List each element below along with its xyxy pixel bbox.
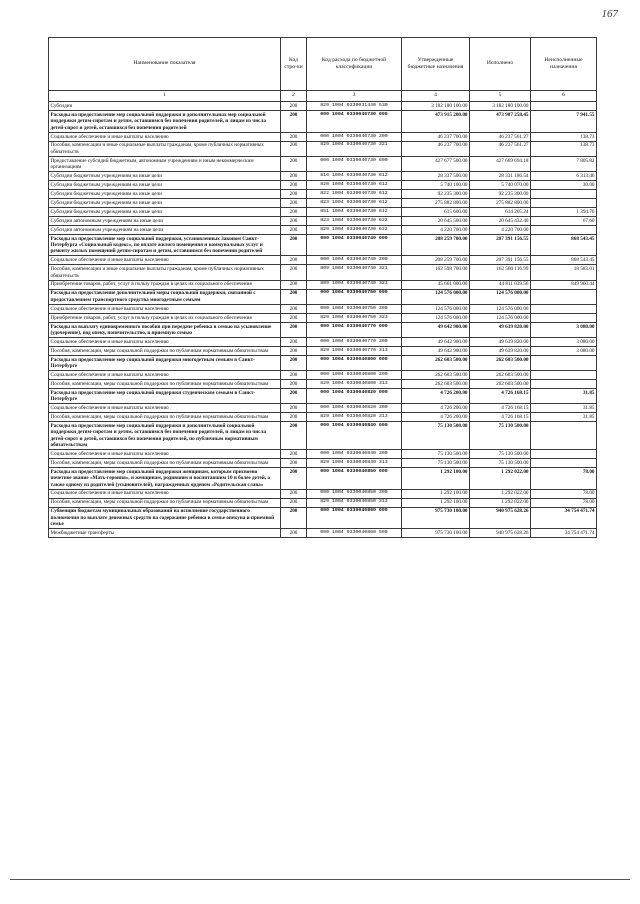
row-unexecuted-amount: 34 754 471.74	[531, 507, 597, 529]
row-expense-code: 000 1004 0330040860 500	[307, 529, 402, 538]
row-expense-code: 816 1004 0330040730 612	[307, 172, 402, 181]
row-line-code: 200	[281, 289, 307, 304]
row-unexecuted-amount: 78.00	[531, 489, 597, 498]
row-line-code: 200	[281, 256, 307, 265]
header-executed: Исполнено	[470, 38, 531, 91]
row-name: Предоставление субсидий бюджетным, автономным учреждениям и иным некоммерческим организациям	[49, 156, 281, 171]
row-executed-amount: 1 292 022.00	[470, 489, 531, 498]
row-expense-code: 829 1004 0330031440 530	[307, 102, 402, 111]
row-approved-amount: 975 730 100.00	[402, 529, 470, 538]
row-executed-amount: 262 603 500.00	[470, 371, 531, 380]
row-line-code: 200	[281, 190, 307, 199]
row-unexecuted-amount: 67.60	[531, 216, 597, 225]
table-row	[49, 172, 597, 181]
table-row	[49, 459, 597, 468]
header-line-code: Код стро-ки	[281, 38, 307, 91]
row-line-code: 200	[281, 313, 307, 322]
table-row	[49, 404, 597, 413]
table-row	[49, 468, 597, 490]
row-name: Субсидии	[49, 102, 281, 111]
row-approved-amount: 262 603 500.00	[402, 371, 470, 380]
table-row	[49, 338, 597, 347]
row-approved-amount: 49 642 900.00	[402, 338, 470, 347]
row-unexecuted-amount	[531, 422, 597, 450]
row-unexecuted-amount: 31.85	[531, 389, 597, 404]
table-row	[49, 256, 597, 265]
table-row	[49, 489, 597, 498]
row-executed-amount: 427 669 694.18	[470, 156, 531, 171]
row-line-code: 200	[281, 450, 307, 459]
table-row	[49, 313, 597, 322]
row-executed-amount: 473 907 258.45	[470, 111, 531, 133]
table-row	[49, 498, 597, 507]
row-executed-amount: 49 639 820.00	[470, 338, 531, 347]
row-executed-amount: 162 580 116.99	[470, 265, 531, 280]
table-row	[49, 389, 597, 404]
row-unexecuted-amount	[531, 225, 597, 234]
row-approved-amount: 1 292 100.00	[402, 468, 470, 490]
row-name: Пособия, компенсации и иные социальные выплаты гражданам, кроме публичных нормативных обязательств	[49, 141, 281, 156]
table-row	[49, 111, 597, 133]
row-unexecuted-amount: 3 080.00	[531, 338, 597, 347]
row-unexecuted-amount: 849 960.44	[531, 280, 597, 289]
row-expense-code: 000 1004 0330040740 000	[307, 234, 402, 256]
row-name: Приобретение товаров, работ, услуг в пользу граждан в целях их социального обеспечения	[49, 280, 281, 289]
row-executed-amount: 75 130 500.00	[470, 459, 531, 468]
row-executed-amount: 124 576 000.00	[470, 313, 531, 322]
budget-execution-table	[48, 37, 597, 538]
row-executed-amount: 92 235 300.00	[470, 190, 531, 199]
row-line-code: 200	[281, 225, 307, 234]
row-approved-amount: 5 740 100.00	[402, 181, 470, 190]
row-line-code: 200	[281, 459, 307, 468]
header-indicator-name: Наименование показателя	[49, 38, 281, 91]
row-line-code: 200	[281, 208, 307, 217]
row-approved-amount: 3 182 180 100.00	[402, 102, 470, 111]
row-expense-code: 000 1004 0330040820 300	[307, 404, 402, 413]
table-row	[49, 265, 597, 280]
row-unexecuted-amount	[531, 304, 597, 313]
table-row	[49, 289, 597, 304]
row-expense-code: 000 1004 0330040770 300	[307, 338, 402, 347]
row-executed-amount: 3 182 180 100.00	[470, 102, 531, 111]
table-row	[49, 450, 597, 459]
row-expense-code: 000 1004 0330040850 000	[307, 468, 402, 490]
row-name: Расходы на предоставление мер социальной поддержки женщинам, которым присвоено почетное звание «Мать-героиня», и женщинам, родившим и воспитавшим 10 и более детей, а также одному из родителей (усыновителей), награжденных орденом «Родительская слава»	[49, 468, 281, 490]
row-name: Социальное обеспечение и иные выплаты населению	[49, 450, 281, 459]
row-approved-amount: 1 292 100.00	[402, 489, 470, 498]
row-expense-code: 829 1004 0330040840 313	[307, 459, 402, 468]
column-number: 5	[470, 90, 531, 102]
row-approved-amount: 75 130 500.00	[402, 459, 470, 468]
row-expense-code: 829 1004 0330040730 321	[307, 141, 402, 156]
row-name: Пособия, компенсации, меры социальной поддержки по публичным нормативным обязательствам	[49, 380, 281, 389]
row-executed-amount: 20 645 432.40	[470, 216, 531, 225]
row-approved-amount: 46 237 700.00	[402, 132, 470, 141]
row-name: Межбюджетные трансферты	[49, 529, 281, 538]
row-unexecuted-amount	[531, 289, 597, 304]
row-approved-amount: 275 882 800.00	[402, 199, 470, 208]
table-row	[49, 380, 597, 389]
row-approved-amount: 75 130 500.00	[402, 450, 470, 459]
row-unexecuted-amount: 868 543.45	[531, 256, 597, 265]
table-row	[49, 181, 597, 190]
row-executed-amount: 262 603 500.00	[470, 380, 531, 389]
row-approved-amount: 28 337 500.00	[402, 172, 470, 181]
row-name: Социальное обеспечение и иные выплаты населению	[49, 371, 281, 380]
row-name: Расходы на предоставление мер социальной поддержки и дополнительной социальной поддержки детям-сиротам и детям, оставшимся без попечения родителей, и лицам из числа детей-сирот и детей, оставшихся без попечения родителей, по публичным нормативным обязательствам	[49, 422, 281, 450]
row-approved-amount: 124 576 000.00	[402, 289, 470, 304]
row-unexecuted-amount	[531, 102, 597, 111]
row-unexecuted-amount: 34 754 471.74	[531, 529, 597, 538]
header-expense-code: Код расхода по бюджетной классификации	[307, 38, 402, 91]
row-line-code: 200	[281, 280, 307, 289]
row-expense-code: 829 1004 0330040800 313	[307, 380, 402, 389]
row-expense-code: 000 1004 0330040740 300	[307, 256, 402, 265]
row-unexecuted-amount: 31.85	[531, 413, 597, 422]
row-expense-code: 000 1004 0330040800 300	[307, 371, 402, 380]
row-executed-amount: 4 726 168.15	[470, 404, 531, 413]
row-expense-code: 822 1004 0330040730 612	[307, 190, 402, 199]
row-executed-amount: 1 292 022.00	[470, 468, 531, 490]
row-unexecuted-amount: 1 394.76	[531, 208, 597, 217]
row-unexecuted-amount	[531, 355, 597, 370]
row-expense-code: 829 1004 0330040770 313	[307, 346, 402, 355]
column-number: 3	[307, 90, 402, 102]
table-row	[49, 208, 597, 217]
row-approved-amount: 4 726 200.00	[402, 404, 470, 413]
row-executed-amount: 124 576 000.00	[470, 304, 531, 313]
row-executed-amount: 28 331 186.54	[470, 172, 531, 181]
row-expense-code: 829 1004 0330040820 313	[307, 413, 402, 422]
column-number: 1	[49, 90, 281, 102]
table-row	[49, 507, 597, 529]
row-unexecuted-amount	[531, 313, 597, 322]
table-row	[49, 413, 597, 422]
row-name: Субсидии автономным учреждениям на иные цели	[49, 225, 281, 234]
row-expense-code: 829 1004 0330040850 313	[307, 498, 402, 507]
row-approved-amount: 124 576 000.00	[402, 304, 470, 313]
footer-rule	[10, 879, 630, 880]
row-approved-amount: 1 292 100.00	[402, 498, 470, 507]
table-row	[49, 280, 597, 289]
row-expense-code: 823 1004 0330040730 622	[307, 216, 402, 225]
row-unexecuted-amount	[531, 459, 597, 468]
row-expense-code: 809 1004 0330040740 321	[307, 265, 402, 280]
row-approved-amount: 427 677 500.00	[402, 156, 470, 171]
row-unexecuted-amount: 31.85	[531, 404, 597, 413]
row-executed-amount: 46 237 561.27	[470, 132, 531, 141]
row-approved-amount: 46 237 700.00	[402, 141, 470, 156]
table-row	[49, 322, 597, 337]
table-row	[49, 371, 597, 380]
row-name: Приобретение товаров, работ, услуг в пользу граждан в целях их социального обеспечения	[49, 313, 281, 322]
row-approved-amount: 262 603 500.00	[402, 355, 470, 370]
row-name: Расходы на предоставление мер социальной поддержки многодетным семьям в Санкт-Петербурге	[49, 355, 281, 370]
row-approved-amount: 262 603 500.00	[402, 380, 470, 389]
row-executed-amount: 124 576 000.00	[470, 289, 531, 304]
row-line-code: 200	[281, 422, 307, 450]
row-executed-amount: 4 220 700.00	[470, 225, 531, 234]
row-executed-amount: 49 639 820.00	[470, 322, 531, 337]
table-row	[49, 199, 597, 208]
table-row	[49, 132, 597, 141]
row-line-code: 200	[281, 371, 307, 380]
column-number: 2	[281, 90, 307, 102]
row-expense-code: 000 1004 0330040840 000	[307, 422, 402, 450]
row-name: Социальное обеспечение и иные выплаты населению	[49, 132, 281, 141]
row-name: Социальное обеспечение и иные выплаты населению	[49, 304, 281, 313]
column-number: 4	[402, 90, 470, 102]
row-unexecuted-amount: 868 543.45	[531, 234, 597, 256]
row-line-code: 200	[281, 507, 307, 529]
header-unexecuted: Неисполненные назначения	[531, 38, 597, 91]
row-unexecuted-amount: 138.73	[531, 141, 597, 156]
row-line-code: 200	[281, 346, 307, 355]
column-number-row	[49, 90, 597, 102]
row-name: Расходы на предоставление мер социальной поддержки студенческим семьям в Санкт-Петербурге	[49, 389, 281, 404]
row-approved-amount: 4 726 200.00	[402, 413, 470, 422]
row-expense-code: 809 1004 0330040740 323	[307, 280, 402, 289]
row-approved-amount: 92 235 300.00	[402, 190, 470, 199]
row-name: Субсидии бюджетным учреждениям на иные цели	[49, 199, 281, 208]
row-line-code: 200	[281, 111, 307, 133]
row-unexecuted-amount	[531, 371, 597, 380]
row-line-code: 200	[281, 216, 307, 225]
table-row	[49, 304, 597, 313]
row-unexecuted-amount: 18 583.01	[531, 265, 597, 280]
table-header-row	[49, 38, 597, 91]
row-unexecuted-amount	[531, 380, 597, 389]
table-row	[49, 234, 597, 256]
table-body	[49, 102, 597, 538]
row-expense-code: 829 1004 0330040750 323	[307, 313, 402, 322]
table-row	[49, 225, 597, 234]
row-line-code: 200	[281, 322, 307, 337]
row-approved-amount: 20 645 500.00	[402, 216, 470, 225]
row-unexecuted-amount: 7 941.55	[531, 111, 597, 133]
row-expense-code: 000 1004 0330040800 000	[307, 355, 402, 370]
row-expense-code: 829 1004 0330040730 622	[307, 225, 402, 234]
row-line-code: 200	[281, 389, 307, 404]
row-executed-amount: 75 130 500.00	[470, 450, 531, 459]
row-executed-amount: 49 639 820.00	[470, 346, 531, 355]
row-name: Пособия, компенсации, меры социальной поддержки по публичным нормативным обязательствам	[49, 498, 281, 507]
row-executed-amount: 940 975 628.26	[470, 529, 531, 538]
row-name: Расходы на выплату единовременного пособия при передаче ребенка в семью на усыновление (удочерение), под опеку, попечительство, в приемную семью	[49, 322, 281, 337]
row-name: Пособия, компенсации, меры социальной поддержки по публичным нормативным обязательствам	[49, 346, 281, 355]
row-name: Субсидии бюджетным учреждениям на иные цели	[49, 172, 281, 181]
row-unexecuted-amount: 30.00	[531, 181, 597, 190]
row-executed-amount: 207 391 156.55	[470, 256, 531, 265]
row-name: Расходы на предоставление дополнительной меры социальной поддержки, связанной с предоставлением транспортного средства многодетным семьям	[49, 289, 281, 304]
row-approved-amount: 4 726 200.00	[402, 389, 470, 404]
page-number: 167	[601, 8, 618, 20]
row-executed-amount: 207 391 156.55	[470, 234, 531, 256]
row-name: Пособия, компенсации, меры социальной поддержки по публичным нормативным обязательствам	[49, 459, 281, 468]
row-approved-amount: 208 259 700.00	[402, 234, 470, 256]
row-line-code: 200	[281, 234, 307, 256]
row-line-code: 200	[281, 265, 307, 280]
row-executed-amount: 4 726 168.15	[470, 413, 531, 422]
table-row	[49, 355, 597, 370]
row-executed-amount: 1 292 022.00	[470, 498, 531, 507]
row-unexecuted-amount: 78.00	[531, 468, 597, 490]
row-name: Субсидии бюджетным учреждениям на иные цели	[49, 190, 281, 199]
row-approved-amount: 4 220 700.00	[402, 225, 470, 234]
row-line-code: 200	[281, 498, 307, 507]
row-approved-amount: 45 661 000.00	[402, 280, 470, 289]
row-name: Субсидии автономным учреждениям на иные цели	[49, 216, 281, 225]
table-row	[49, 156, 597, 171]
row-line-code: 200	[281, 413, 307, 422]
row-line-code: 200	[281, 304, 307, 313]
row-line-code: 200	[281, 355, 307, 370]
row-unexecuted-amount: 78.00	[531, 498, 597, 507]
row-unexecuted-amount	[531, 199, 597, 208]
table-row	[49, 346, 597, 355]
row-approved-amount: 75 130 500.00	[402, 422, 470, 450]
row-name: Пособия, компенсации и иные социальные выплаты гражданам, кроме публичных нормативных обязательств	[49, 265, 281, 280]
row-name: Субсидии бюджетным учреждениям на иные цели	[49, 208, 281, 217]
row-line-code: 200	[281, 404, 307, 413]
row-line-code: 200	[281, 172, 307, 181]
row-line-code: 200	[281, 141, 307, 156]
row-approved-amount: 975 730 100.00	[402, 507, 470, 529]
table-row	[49, 190, 597, 199]
row-executed-amount: 5 740 070.00	[470, 181, 531, 190]
row-approved-amount: 124 576 000.00	[402, 313, 470, 322]
row-expense-code: 000 1004 0330040730 300	[307, 132, 402, 141]
row-approved-amount: 162 598 700.00	[402, 265, 470, 280]
row-executed-amount: 614 205.24	[470, 208, 531, 217]
row-unexecuted-amount: 7 805.82	[531, 156, 597, 171]
row-executed-amount: 275 882 800.00	[470, 199, 531, 208]
row-expense-code: 000 1004 0330040750 300	[307, 304, 402, 313]
row-line-code: 200	[281, 529, 307, 538]
header-approved: Утвержденные бюджетные назначения	[402, 38, 470, 91]
table-row	[49, 141, 597, 156]
row-executed-amount: 4 726 168.15	[470, 389, 531, 404]
row-line-code: 200	[281, 468, 307, 490]
row-line-code: 200	[281, 132, 307, 141]
row-line-code: 200	[281, 181, 307, 190]
row-expense-code: 000 1004 0330040750 000	[307, 289, 402, 304]
row-line-code: 200	[281, 156, 307, 171]
row-line-code: 200	[281, 199, 307, 208]
row-line-code: 200	[281, 102, 307, 111]
row-expense-code: 000 1004 0330040770 000	[307, 322, 402, 337]
row-unexecuted-amount	[531, 450, 597, 459]
row-executed-amount: 75 130 500.00	[470, 422, 531, 450]
row-name: Расходы на предоставление мер социальной поддержки, установленных Законом Санкт-Петербурга «Социальный кодекс», по оплате жилого помещения и коммунальных услуг и ремонту жилых помещений детям-сиротам и детям, оставшимся без попечения родителей	[49, 234, 281, 256]
row-approved-amount: 615 600.00	[402, 208, 470, 217]
row-name: Расходы на предоставление мер социальной поддержки и дополнительных мер социальной поддержки детям-сиротам и детям, оставшимся без попечения родителей, и лицам из числа детей-сирот и детей, оставшихся без попечения родителей	[49, 111, 281, 133]
row-expense-code: 000 1004 0330040820 000	[307, 389, 402, 404]
row-name: Субвенции бюджетам муниципальных образований на исполнение государственного полномочия по выплате денежных средств на содержание ребенка в семье опекуна и приемной семье	[49, 507, 281, 529]
table-row	[49, 529, 597, 538]
row-approved-amount: 49 642 900.00	[402, 346, 470, 355]
table-row	[49, 216, 597, 225]
row-expense-code: 000 1004 0330040840 300	[307, 450, 402, 459]
table-row	[49, 422, 597, 450]
row-unexecuted-amount: 6 313.46	[531, 172, 597, 181]
row-approved-amount: 473 915 200.00	[402, 111, 470, 133]
row-name: Субсидии бюджетным учреждениям на иные цели	[49, 181, 281, 190]
row-executed-amount: 940 975 628.26	[470, 507, 531, 529]
row-name: Социальное обеспечение и иные выплаты населению	[49, 338, 281, 347]
row-unexecuted-amount	[531, 190, 597, 199]
row-approved-amount: 208 259 700.00	[402, 256, 470, 265]
row-executed-amount: 44 811 039.56	[470, 280, 531, 289]
column-number: 6	[531, 90, 597, 102]
row-name: Социальное обеспечение и иные выплаты населению	[49, 489, 281, 498]
row-executed-amount: 262 603 500.00	[470, 355, 531, 370]
table-row	[49, 102, 597, 111]
row-name: Пособия, компенсации, меры социальной поддержки по публичным нормативным обязательствам	[49, 413, 281, 422]
row-unexecuted-amount: 3 080.00	[531, 322, 597, 337]
row-expense-code: 000 1004 0330040850 300	[307, 489, 402, 498]
row-approved-amount: 49 642 900.00	[402, 322, 470, 337]
row-expense-code: 851 1004 0330040730 612	[307, 208, 402, 217]
row-executed-amount: 46 237 561.27	[470, 141, 531, 156]
row-line-code: 200	[281, 380, 307, 389]
budget-execution-sheet	[48, 37, 596, 538]
row-expense-code: 000 1004 0330040730 600	[307, 156, 402, 171]
row-name: Социальное обеспечение и иные выплаты населению	[49, 256, 281, 265]
row-expense-code: 000 1004 0330040730 000	[307, 111, 402, 133]
row-expense-code: 000 1004 0330040860 000	[307, 507, 402, 529]
row-unexecuted-amount: 138.73	[531, 132, 597, 141]
row-line-code: 200	[281, 489, 307, 498]
row-name: Социальное обеспечение и иные выплаты населению	[49, 404, 281, 413]
row-unexecuted-amount: 3 080.00	[531, 346, 597, 355]
row-expense-code: 823 1004 0330040730 612	[307, 199, 402, 208]
row-line-code: 200	[281, 338, 307, 347]
row-expense-code: 820 1004 0330040730 612	[307, 181, 402, 190]
